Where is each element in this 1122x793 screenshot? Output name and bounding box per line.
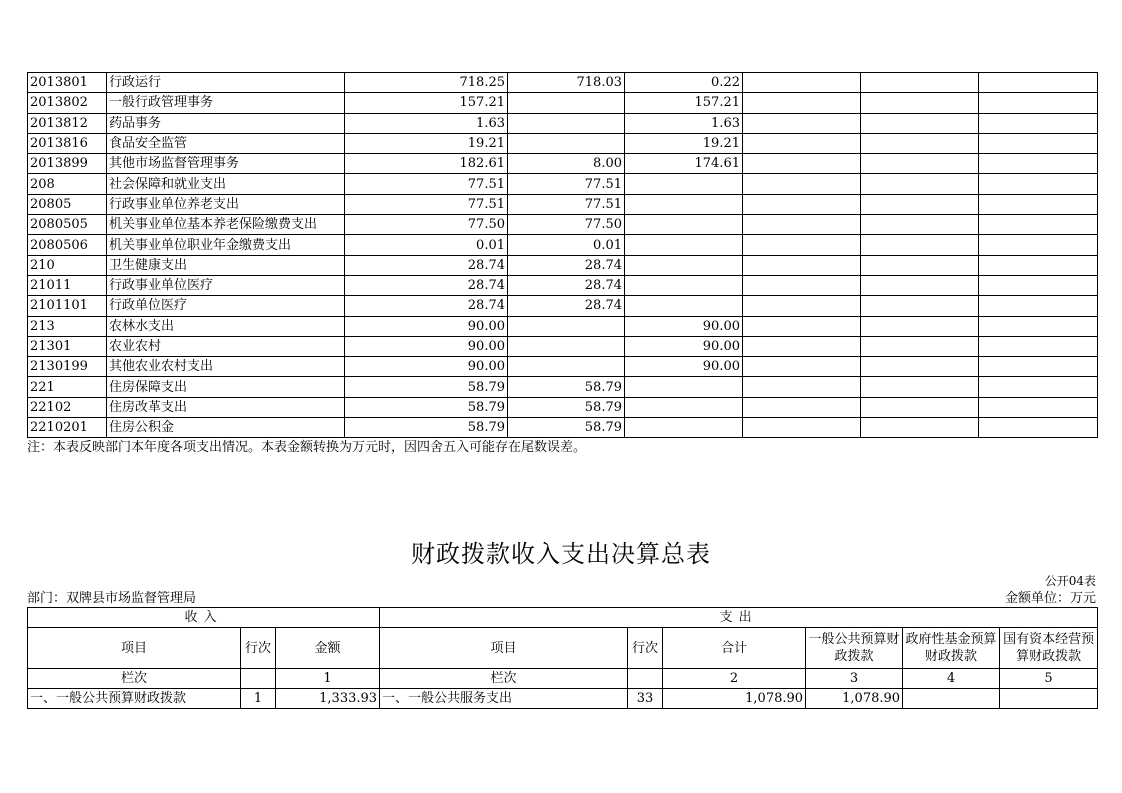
- basic-expense-cell: 28.74: [508, 255, 625, 275]
- basic-expense-cell: 28.74: [508, 296, 625, 316]
- blank-cell: [861, 336, 979, 356]
- expense-name-cell: 社会保障和就业支出: [107, 174, 345, 194]
- table-row: [28, 418, 1098, 438]
- blank-cell: [861, 255, 979, 275]
- expense-code-cell: 213: [28, 316, 107, 336]
- expense-name-cell: 行政单位医疗: [107, 296, 345, 316]
- expense-total-cell: 77.51: [345, 194, 508, 214]
- expense-name-cell: 行政运行: [107, 73, 345, 93]
- project-expense-cell: [625, 174, 743, 194]
- page-title: 财政拨款收入支出决算总表: [411, 540, 711, 568]
- expenditure-detail-table: [27, 72, 1098, 438]
- expense-code-cell: 2013899: [28, 154, 107, 174]
- blank-cell: [979, 336, 1098, 356]
- expense-name-cell: 机关事业单位职业年金缴费支出: [107, 235, 345, 255]
- project-expense-cell: 174.61: [625, 154, 743, 174]
- expense-code-cell: 210: [28, 255, 107, 275]
- project-expense-cell: [625, 418, 743, 438]
- blank-cell: [979, 215, 1098, 235]
- project-expense-cell: [625, 215, 743, 235]
- column-index-row: [28, 669, 1098, 689]
- expense-total-cell: 718.25: [345, 73, 508, 93]
- blank-cell: [861, 397, 979, 417]
- basic-expense-cell: [508, 93, 625, 113]
- basic-expense-cell: [508, 336, 625, 356]
- blank-cell: [743, 316, 861, 336]
- expense-total-cell: 0.01: [345, 235, 508, 255]
- expense-total-cell: 28.74: [345, 296, 508, 316]
- expense-code-cell: 21301: [28, 336, 107, 356]
- blank-cell: [743, 377, 861, 397]
- blank-cell: [861, 418, 979, 438]
- state-capital-col-index: 5: [1000, 669, 1098, 689]
- income-amount-header: 金额: [276, 628, 380, 669]
- table-row: [28, 215, 1098, 235]
- income-amount-col-index: 1: [276, 669, 380, 689]
- expense-total-cell: 28.74: [345, 255, 508, 275]
- expense-name-cell: 一般行政管理事务: [107, 93, 345, 113]
- department-label: 部门：双牌县市场监督管理局: [27, 591, 197, 606]
- blank-cell: [861, 235, 979, 255]
- table-note: 注：本表反映部门本年度各项支出情况。本表金额转换为万元时，因四舍五入可能存在尾数误差。: [27, 440, 587, 455]
- blank-cell: [979, 194, 1098, 214]
- basic-expense-cell: 77.51: [508, 174, 625, 194]
- expense-total-cell: 77.50: [345, 215, 508, 235]
- blank-cell: [861, 194, 979, 214]
- expenditure-detail-body: [28, 73, 1098, 438]
- project-expense-cell: 157.21: [625, 93, 743, 113]
- blank-cell: [743, 336, 861, 356]
- income-item-header: 项目: [28, 628, 241, 669]
- expense-code-cell: 221: [28, 377, 107, 397]
- expense-code-cell: 22102: [28, 397, 107, 417]
- project-expense-cell: 0.22: [625, 73, 743, 93]
- income-group-header: 收入: [28, 608, 380, 628]
- blank-cell: [979, 235, 1098, 255]
- expense-total-cell: 77.51: [345, 174, 508, 194]
- table-row: [28, 255, 1098, 275]
- blank-cell: [743, 296, 861, 316]
- expense-name-cell: 其他市场监督管理事务: [107, 154, 345, 174]
- blank-cell: [979, 296, 1098, 316]
- expense-total-cell: 1.63: [345, 113, 508, 133]
- expense-code-cell: 2210201: [28, 418, 107, 438]
- project-expense-cell: 19.21: [625, 133, 743, 153]
- blank-cell: [743, 73, 861, 93]
- expense-name-cell: 农林水支出: [107, 316, 345, 336]
- table-row: [28, 296, 1098, 316]
- expense-code-cell: 2013816: [28, 133, 107, 153]
- basic-expense-cell: 77.50: [508, 215, 625, 235]
- basic-expense-cell: 58.79: [508, 397, 625, 417]
- expense-code-cell: 2013802: [28, 93, 107, 113]
- income-line-header: 行次: [241, 628, 276, 669]
- project-expense-cell: [625, 194, 743, 214]
- gov-fund-header: 政府性基金预算财政拨款: [903, 628, 1000, 669]
- basic-expense-cell: [508, 357, 625, 377]
- project-expense-cell: 90.00: [625, 336, 743, 356]
- state-capital-amount: [1000, 689, 1098, 709]
- project-expense-cell: [625, 275, 743, 295]
- expense-code-cell: 208: [28, 174, 107, 194]
- blank-cell: [979, 255, 1098, 275]
- project-expense-cell: [625, 296, 743, 316]
- table-row: [28, 235, 1098, 255]
- blank-cell: [979, 93, 1098, 113]
- expense-line: 33: [628, 689, 663, 709]
- blank-cell: [861, 316, 979, 336]
- form-code: 公开04表: [1044, 574, 1096, 588]
- blank-cell: [979, 154, 1098, 174]
- expense-total-cell: 28.74: [345, 275, 508, 295]
- expense-name-cell: 住房公积金: [107, 418, 345, 438]
- expense-code-cell: 2013812: [28, 113, 107, 133]
- blank-cell: [979, 133, 1098, 153]
- expense-code-cell: 2013801: [28, 73, 107, 93]
- blank-cell: [979, 275, 1098, 295]
- basic-expense-cell: 58.79: [508, 377, 625, 397]
- expense-total-cell: 90.00: [345, 316, 508, 336]
- blank-cell: [743, 357, 861, 377]
- expense-total-header: 合计: [663, 628, 806, 669]
- expense-code-cell: 2080505: [28, 215, 107, 235]
- expense-name-cell: 药品事务: [107, 113, 345, 133]
- expense-total-cell: 182.61: [345, 154, 508, 174]
- expense-name-cell: 行政事业单位养老支出: [107, 194, 345, 214]
- gov-fund-col-index: 4: [903, 669, 1000, 689]
- expense-total-col-index: 2: [663, 669, 806, 689]
- basic-expense-cell: 77.51: [508, 194, 625, 214]
- income-line-col-index: [241, 669, 276, 689]
- fiscal-summary-table: [27, 607, 1098, 709]
- basic-expense-cell: 28.74: [508, 275, 625, 295]
- expense-name-cell: 行政事业单位医疗: [107, 275, 345, 295]
- basic-expense-cell: 58.79: [508, 418, 625, 438]
- expense-name-cell: 农业农村: [107, 336, 345, 356]
- table-row: [28, 133, 1098, 153]
- expense-total-cell: 19.21: [345, 133, 508, 153]
- expense-code-cell: 2080506: [28, 235, 107, 255]
- expense-total-cell: 58.79: [345, 418, 508, 438]
- blank-cell: [861, 93, 979, 113]
- blank-cell: [743, 255, 861, 275]
- blank-cell: [861, 133, 979, 153]
- expense-total-cell: 90.00: [345, 357, 508, 377]
- blank-cell: [979, 357, 1098, 377]
- blank-cell: [861, 377, 979, 397]
- blank-cell: [861, 174, 979, 194]
- table-row: [28, 73, 1098, 93]
- blank-cell: [743, 418, 861, 438]
- blank-cell: [743, 397, 861, 417]
- blank-cell: [743, 275, 861, 295]
- blank-cell: [861, 73, 979, 93]
- table-row: [28, 397, 1098, 417]
- expense-item-header: 项目: [380, 628, 628, 669]
- table-row: [28, 174, 1098, 194]
- expense-line-header: 行次: [628, 628, 663, 669]
- blank-cell: [861, 154, 979, 174]
- table-row: [28, 689, 1098, 709]
- project-expense-cell: 90.00: [625, 316, 743, 336]
- blank-cell: [979, 316, 1098, 336]
- blank-cell: [743, 154, 861, 174]
- income-line: 1: [241, 689, 276, 709]
- expense-code-cell: 21011: [28, 275, 107, 295]
- basic-expense-cell: [508, 113, 625, 133]
- expense-name-cell: 机关事业单位基本养老保险缴费支出: [107, 215, 345, 235]
- expense-name-cell: 住房保障支出: [107, 377, 345, 397]
- group-header-row: [28, 608, 1098, 628]
- table-row: [28, 154, 1098, 174]
- table-row: [28, 336, 1098, 356]
- project-expense-cell: [625, 397, 743, 417]
- table-row: [28, 194, 1098, 214]
- income-amount: 1,333.93: [276, 689, 380, 709]
- basic-expense-cell: 0.01: [508, 235, 625, 255]
- state-capital-header: 国有资本经营预算财政拨款: [1000, 628, 1098, 669]
- blank-cell: [861, 275, 979, 295]
- blank-cell: [979, 418, 1098, 438]
- table-row: [28, 316, 1098, 336]
- blank-cell: [861, 296, 979, 316]
- project-expense-cell: [625, 255, 743, 275]
- blank-cell: [743, 215, 861, 235]
- basic-expense-cell: 718.03: [508, 73, 625, 93]
- blank-cell: [861, 215, 979, 235]
- project-expense-cell: 1.63: [625, 113, 743, 133]
- income-item: 一、一般公共预算财政拨款: [28, 689, 241, 709]
- general-budget-col-index: 3: [806, 669, 903, 689]
- expense-group-header: 支出: [380, 608, 1098, 628]
- expense-total-cell: 58.79: [345, 397, 508, 417]
- basic-expense-cell: 8.00: [508, 154, 625, 174]
- basic-expense-cell: [508, 133, 625, 153]
- table-row: [28, 377, 1098, 397]
- blank-cell: [743, 133, 861, 153]
- income-col-label: 栏次: [28, 669, 241, 689]
- expense-total: 1,078.90: [663, 689, 806, 709]
- expense-code-cell: 2130199: [28, 357, 107, 377]
- blank-cell: [861, 113, 979, 133]
- expense-code-cell: 20805: [28, 194, 107, 214]
- gov-fund-amount: [903, 689, 1000, 709]
- blank-cell: [979, 397, 1098, 417]
- expense-total-cell: 58.79: [345, 377, 508, 397]
- expense-item: 一、一般公共服务支出: [380, 689, 628, 709]
- table-row: [28, 275, 1098, 295]
- blank-cell: [743, 235, 861, 255]
- project-expense-cell: 90.00: [625, 357, 743, 377]
- blank-cell: [743, 113, 861, 133]
- expense-total-cell: 90.00: [345, 336, 508, 356]
- general-budget-amount: 1,078.90: [806, 689, 903, 709]
- table-row: [28, 93, 1098, 113]
- blank-cell: [743, 174, 861, 194]
- unit-label: 金额单位：万元: [1004, 591, 1096, 606]
- general-budget-header: 一般公共预算财政拨款: [806, 628, 903, 669]
- blank-cell: [743, 194, 861, 214]
- column-header-row: [28, 628, 1098, 669]
- blank-cell: [979, 174, 1098, 194]
- expense-col-label: 栏次: [380, 669, 628, 689]
- expense-total-cell: 157.21: [345, 93, 508, 113]
- blank-cell: [861, 357, 979, 377]
- table-row: [28, 357, 1098, 377]
- blank-cell: [979, 73, 1098, 93]
- expense-line-col-index: [628, 669, 663, 689]
- expense-name-cell: 住房改革支出: [107, 397, 345, 417]
- expense-name-cell: 卫生健康支出: [107, 255, 345, 275]
- blank-cell: [979, 377, 1098, 397]
- expense-code-cell: 2101101: [28, 296, 107, 316]
- project-expense-cell: [625, 235, 743, 255]
- basic-expense-cell: [508, 316, 625, 336]
- table-row: [28, 113, 1098, 133]
- blank-cell: [979, 113, 1098, 133]
- expense-name-cell: 其他农业农村支出: [107, 357, 345, 377]
- blank-cell: [743, 93, 861, 113]
- expense-name-cell: 食品安全监管: [107, 133, 345, 153]
- project-expense-cell: [625, 377, 743, 397]
